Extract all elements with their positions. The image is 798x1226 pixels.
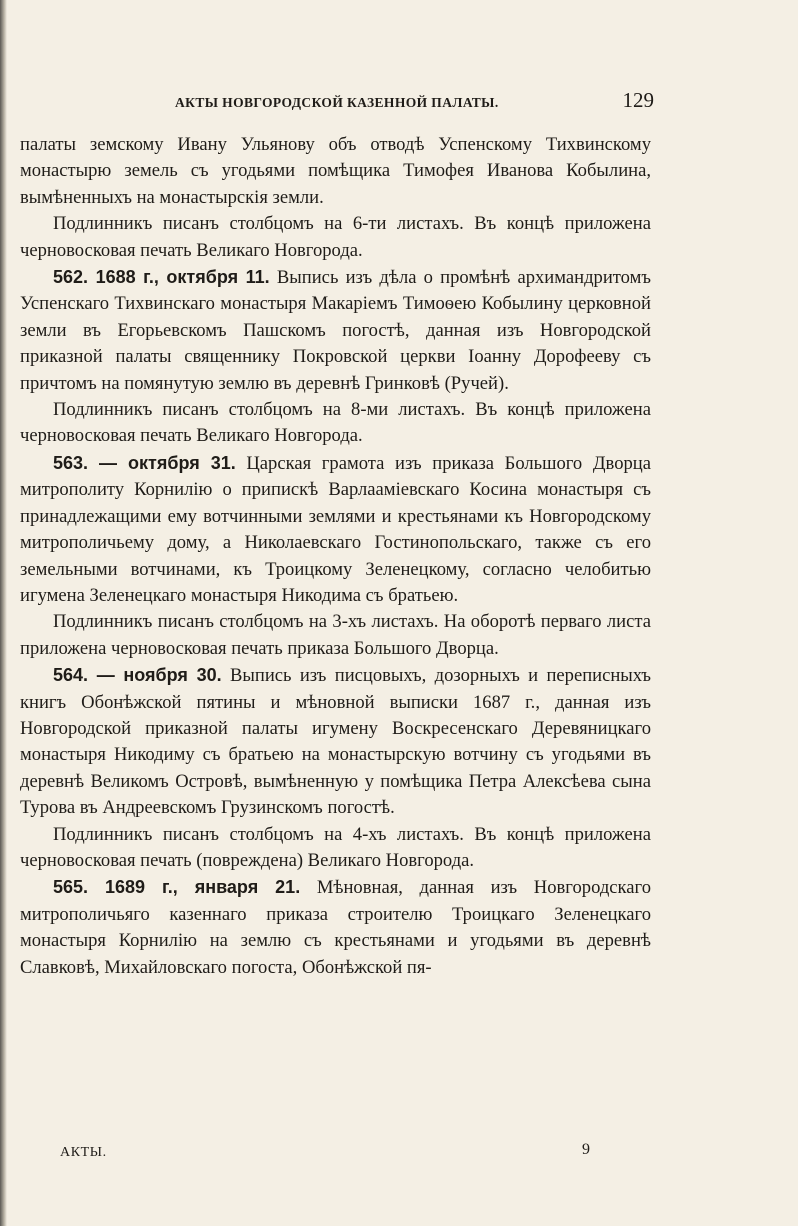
- book-spine-shadow: [0, 0, 7, 1226]
- page-number: 129: [622, 88, 654, 112]
- signature-mark: АКТЫ.: [60, 1145, 107, 1160]
- entry-565-text: Мѣновная, данная изъ Новгородскаго митрополичьяго казеннаго приказа строителю Троицкаго Зеленецкаго монастыря Корнилію на землю съ крестьянами и угодьями въ деревнѣ Славковѣ, Михайловскаго погоста, Обонѣжской пя-: [20, 877, 652, 978]
- continuation-note: Подлинникъ писанъ столбцомъ на 6-ти листахъ. Въ концѣ приложена черновосковая печать Великаго Новгорода.: [20, 213, 651, 261]
- entry-562-text: Выпись изъ дѣла о промѣнѣ архимандритомъ Успенскаго Тихвинскаго монастыря Макаріемъ Тимоѳею Кобылину церковной земли въ Егорьевскомъ Пашскомъ погостѣ, данная изъ Новгородской приказной палаты священнику Покровской церкви Іоанну Дорофееву съ причтомъ на помянутую землю въ деревнѣ Гринковѣ (Ручей).: [20, 267, 651, 394]
- entry-563-note: Подлинникъ писанъ столбцомъ на 3-хъ листахъ. На оборотѣ перваго листа приложена черновосковая печать приказа Большого Дворца.: [20, 611, 651, 659]
- entry-564: [20, 662, 651, 821]
- entry-562: [20, 264, 651, 397]
- running-header: [118, 88, 658, 118]
- entry-563-heading: 563. — октября 31.: [53, 452, 236, 473]
- entry-563-text: Царская грамота изъ приказа Большого Дворца митрополиту Корнилію о припискѣ Варлаамiевскаго Косина монастыря съ принадлежащими ему вотчинными землями и крестьянами къ Новгородскому митрополичьему дому, а Николаевскаго Гостинопольскаго, также съ его земельными вотчинами, къ Троицкому Зеленецкому, согласно челобитью игумена Зеленецкаго монастыря Никодима съ братьею.: [20, 452, 651, 606]
- sheet-number: 9: [582, 1141, 590, 1158]
- entry-563: [20, 450, 651, 609]
- page-body: [20, 132, 651, 981]
- entry-564-heading: 564. — ноября 30.: [53, 665, 222, 686]
- entry-562-note: Подлинникъ писанъ столбцомъ на 8-ми листахъ. Въ концѣ приложена черновосковая печать Великаго Новгорода.: [20, 399, 651, 447]
- entry-562-heading: 562. 1688 г., октября 11.: [53, 267, 270, 288]
- entry-564-text: Выпись изъ писцовыхъ, дозорныхъ и переписныхъ книгъ Обонѣжской пятины и мѣновной выписки 1687 г., данная изъ Новгородской приказной палаты игумену Воскресенскаго Деревяницкаго монастыря Никодиму съ братьею на монастырскую вотчину съ угодьями въ деревнѣ Великомъ Островѣ, вымѣненную у помѣщика Петра Алексѣева сына Турова въ Андреевскомъ Грузинскомъ погостѣ.: [20, 665, 652, 819]
- page-footer: [60, 1141, 620, 1165]
- entry-564-note: Подлинникъ писанъ столбцомъ на 4-хъ листахъ. Въ концѣ приложена черновосковая печать (повреждена) Великаго Новгорода.: [20, 823, 651, 871]
- running-header-title: АКТЫ НОВГОРОДСКОЙ КАЗЕННОЙ ПАЛАТЫ.: [175, 95, 499, 110]
- entry-565: [20, 874, 651, 981]
- continuation-paragraph: палаты земскому Ивану Ульянову объ отводѣ Успенскому Тихвинскому монастырю земель съ угодьями помѣщика Тимофея Иванова Кобылина, вымѣненныхъ на монастырскія земли.: [20, 134, 651, 208]
- entry-565-heading: 565. 1689 г., января 21.: [53, 877, 301, 898]
